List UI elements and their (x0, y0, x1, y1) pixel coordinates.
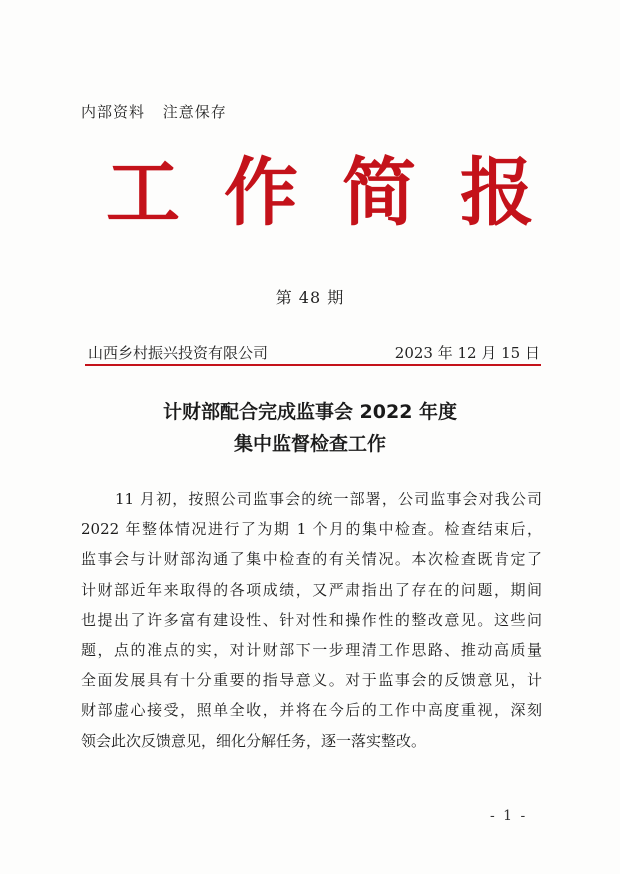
body-line: 计财部近年来取得的各项成绩，又严肃指出了存在的问题，期间 (81, 580, 542, 599)
keep-notice-label: 注意保存 (162, 103, 227, 121)
red-divider (85, 364, 541, 366)
article-body (81, 484, 542, 756)
organization-name: 山西乡村振兴投资有限公司 (88, 344, 269, 362)
article-title (0, 396, 620, 460)
body-line: 全面发展具有十分重要的指导意义。对于监事会的反馈意见，计 (81, 671, 542, 690)
body-line: 11 月初，按照公司监事会的统一部署，公司监事会对我公司 (115, 490, 542, 508)
masthead-title (100, 150, 540, 236)
masthead-char: 报 (460, 150, 534, 236)
body-line: 也提出了许多富有建设性、针对性和操作性的整改意见。这些问 (81, 610, 542, 629)
body-line: 领会此次反馈意见，细化分解任务，逐一落实整改。 (81, 731, 427, 750)
issue-number: 第 48 期 (275, 288, 345, 307)
masthead-char: 工 (106, 150, 180, 236)
article-title-line-2: 集中监督检查工作 (233, 433, 386, 455)
body-line: 监事会与计财部沟通了集中检查的有关情况。本次检查既肯定了 (81, 550, 542, 569)
internal-material-label: 内部资料 (81, 103, 146, 121)
body-line: 财部虚心接受，照单全收，并将在今后的工作中高度重视，深刻 (81, 701, 542, 720)
article-title-line-1: 计财部配合完成监事会 2022 年度 (162, 401, 458, 423)
body-line: 2022 年整体情况进行了为期 1 个月的集中检查。检查结束后， (81, 520, 542, 539)
masthead-char: 作 (224, 150, 298, 236)
org-date-line (88, 342, 540, 363)
page-number: - 1 - (490, 808, 528, 824)
masthead-char: 简 (342, 150, 416, 236)
publish-date: 2023 年 12 月 15 日 (394, 344, 540, 362)
body-line: 题，点的准点的实，对计财部下一步理清工作思路、推动高质量 (81, 641, 542, 660)
internal-notice (81, 101, 227, 122)
